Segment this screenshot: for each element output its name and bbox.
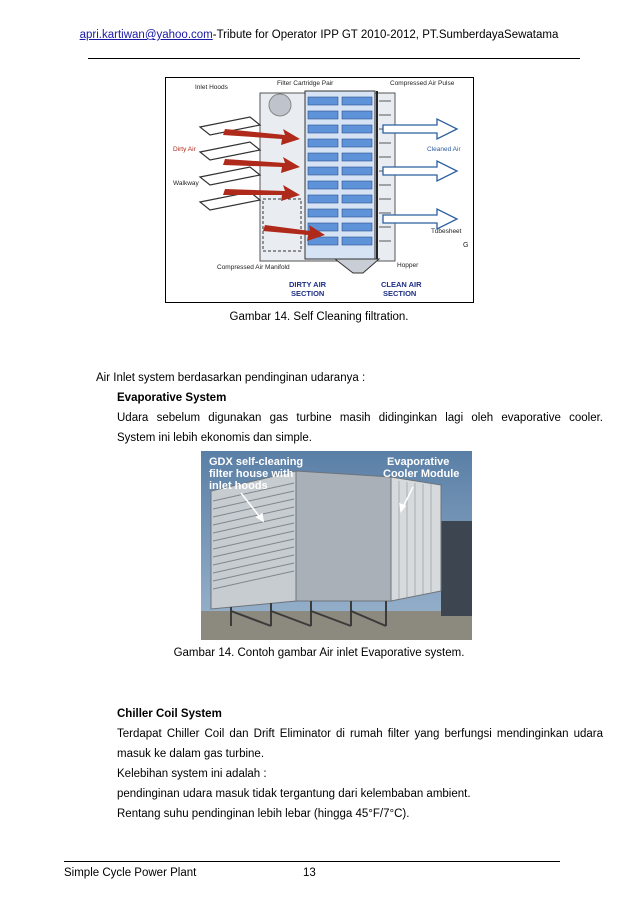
footer-rule: [64, 861, 560, 862]
label-filter-cartridge-pair: Filter Cartridge Pair: [277, 80, 334, 87]
label-clean-air-section-2: SECTION: [383, 289, 417, 298]
evaporative-system-photo: [201, 451, 472, 640]
label-cleaned-air: Cleaned Air: [427, 146, 461, 153]
dust-cluster: [269, 94, 291, 116]
chiller-line-3: Kelebihan system ini adalah :: [117, 768, 267, 780]
label-compressed-air-manifold: Compressed Air Manifold: [217, 264, 290, 271]
photo-label-evap-2: Cooler Module: [383, 468, 460, 480]
label-inlet-hoods: Inlet Hoods: [195, 84, 228, 91]
label-dirty-air: Dirty Air: [173, 146, 196, 153]
label-g: G: [463, 242, 469, 249]
figure2-caption: Gambar 14. Contoh gambar Air inlet Evaporative system.: [173, 647, 465, 659]
self-cleaning-filtration-diagram: [165, 77, 474, 303]
page-header: [0, 29, 638, 41]
page-number: 13: [303, 867, 316, 879]
header-tribute-text: -Tribute for Operator IPP GT 2010-2012, PT.SumberdayaSewatama: [212, 29, 559, 41]
photo-label-gdx-3: inlet hoods: [209, 480, 268, 492]
chiller-line-4: pendinginan udara masuk tidak tergantung dari kelembaban ambient.: [117, 788, 471, 800]
author-email-link[interactable]: apri.kartiwan@yahoo.com: [79, 29, 213, 41]
figure1-caption: Gambar 14. Self Cleaning filtration.: [229, 311, 409, 323]
label-hopper: Hopper: [397, 262, 419, 269]
label-tubesheet: Tubesheet: [431, 228, 462, 235]
footer-title: Simple Cycle Power Plant: [64, 867, 197, 879]
label-clean-air-section-1: CLEAN AIR: [381, 280, 422, 289]
chiller-title: Chiller Coil System: [117, 708, 222, 720]
evaporative-photo-svg: [201, 451, 472, 640]
chiller-line-5: Rentang suhu pendinginan lebih lebar (hingga 45°F/7°C).: [117, 808, 410, 820]
evaporative-line-2: System ini lebih ekonomis dan simple.: [117, 432, 312, 444]
chiller-line-1: Terdapat Chiller Coil dan Drift Eliminator di rumah filter yang berfungsi mendinginkan udara: [117, 728, 603, 740]
filtration-diagram-svg: [165, 77, 474, 303]
header-rule: [88, 58, 580, 59]
label-dirty-air-section-1: DIRTY AIR: [289, 280, 327, 289]
evaporative-cooler-module: [391, 477, 441, 601]
filter-house-side: [296, 471, 391, 601]
photo-label-gdx-2: filter house with: [209, 468, 294, 480]
evaporative-line-1: Udara sebelum digunakan gas turbine masih didinginkan lagi oleh evaporative cooler.: [117, 412, 603, 424]
photo-label-gdx-1: GDX self-cleaning: [209, 456, 304, 468]
chiller-line-2: masuk ke dalam gas turbine.: [117, 748, 265, 760]
evaporative-title: Evaporative System: [117, 392, 227, 404]
label-compressed-air-pulse: Compressed Air Pulse: [390, 80, 455, 87]
label-walkway: Walkway: [173, 180, 199, 187]
label-dirty-air-section-2: SECTION: [291, 289, 325, 298]
background-structure: [441, 521, 472, 616]
photo-label-evap-1: Evaporative: [387, 456, 450, 468]
air-inlet-intro: Air Inlet system berdasarkan pendinginan udaranya :: [96, 372, 366, 384]
